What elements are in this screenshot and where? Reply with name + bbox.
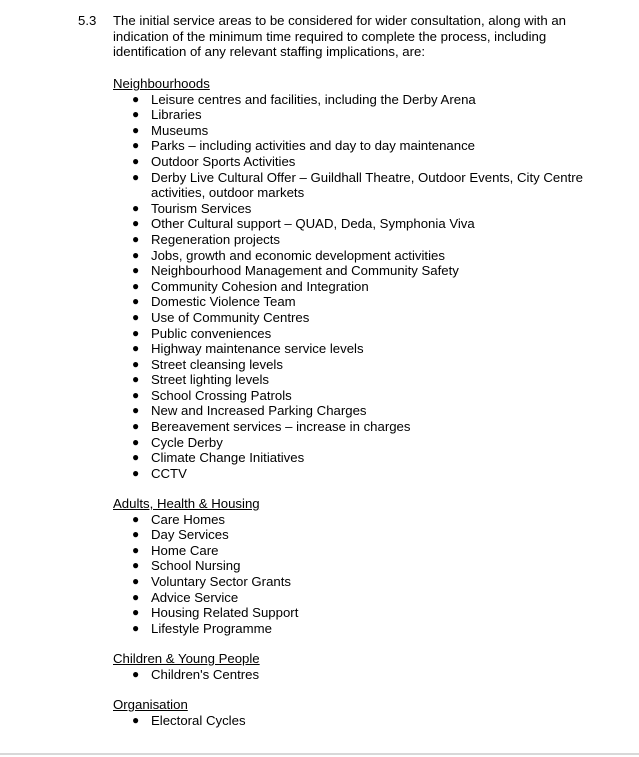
list-item-text: Regeneration projects [151,231,281,247]
list-item-text: Electoral Cycles [151,712,246,728]
list-item-text: Outdoor Sports Activities [151,153,296,169]
bullet-icon: ● [132,573,140,588]
bullet-icon: ● [132,122,140,137]
section-children-young-people [113,651,613,682]
list-item [113,713,613,729]
service-list [113,92,613,482]
paragraph-intro: The initial service areas to be considered for wider consultation, along with an indication of the minimum time required to complete the process, including identification of any relevant staffing implications, are: [113,13,567,60]
bullet-icon: ● [132,450,140,465]
list-item [113,372,613,388]
list-item-text: Other Cultural support – QUAD, Deda, Symphonia Viva [151,216,475,232]
list-item-text: School Crossing Patrols [151,387,292,403]
list-item [113,341,613,357]
list-item-text: Parks – including activities and day to day maintenance [151,138,476,154]
list-item-text: Care Homes [151,511,226,527]
list-item [113,419,613,435]
list-item [113,466,613,482]
list-item [113,248,613,264]
bullet-icon: ● [132,605,140,620]
bullet-icon: ● [132,666,140,681]
list-item-text: Voluntary Sector Grants [151,573,292,589]
list-item-text: Home Care [151,542,219,558]
bullet-icon: ● [132,138,140,153]
bullet-icon: ● [132,278,140,293]
section-heading: Children & Young People [113,651,260,666]
list-item-text: Tourism Services [151,200,252,216]
list-item [113,279,613,295]
bullet-icon: ● [132,200,140,215]
list-item-text: CCTV [151,465,187,481]
list-item-text: Leisure centres and facilities, including the Derby Arena [151,91,476,107]
bullet-icon: ● [132,247,140,262]
list-item-text: Libraries [151,107,202,123]
section-adults-health-housing [113,496,613,636]
list-item-text: Children's Centres [151,666,260,682]
bullet-icon: ● [132,294,140,309]
bullet-icon: ● [132,419,140,434]
bullet-icon: ● [132,589,140,604]
section-heading: Neighbourhoods [113,76,210,91]
list-item [113,310,613,326]
list-item-text: Advice Service [151,589,239,605]
bullet-icon: ● [132,403,140,418]
bullet-icon: ● [132,558,140,573]
list-item [113,450,613,466]
bullet-icon: ● [132,216,140,231]
bullet-icon: ● [132,309,140,324]
list-item-text: Community Cohesion and Integration [151,278,369,294]
section-organisation [113,697,613,728]
list-item [113,326,613,342]
bullet-icon: ● [132,387,140,402]
list-item [113,232,613,248]
list-item [113,558,613,574]
bullet-icon: ● [132,620,140,635]
list-item-text: Public conveniences [151,325,272,341]
list-item [113,201,613,217]
bullet-icon: ● [132,465,140,480]
service-list [113,713,613,729]
bullet-icon: ● [132,356,140,371]
list-item [113,92,613,108]
list-item-text: Bereavement services – increase in charges [151,419,411,435]
list-item [113,123,613,139]
list-item [113,357,613,373]
list-item-text: Climate Change Initiatives [151,450,305,466]
section-heading: Organisation [113,697,188,712]
list-item-text: Neighbourhood Management and Community Safety [151,263,459,279]
list-item-text: Museums [151,122,209,138]
list-item-text: Cycle Derby [151,434,223,450]
list-item [113,170,613,201]
list-item [113,107,613,123]
list-item-text: New and Increased Parking Charges [151,403,367,419]
bullet-icon: ● [132,107,140,122]
bullet-icon: ● [132,169,140,184]
list-item-text: Jobs, growth and economic development activities [151,247,445,263]
paragraph-number: 5.3 [78,13,97,28]
list-item-text: Domestic Violence Team [151,294,296,310]
list-item-text: Highway maintenance service levels [151,341,364,357]
bullet-icon: ● [132,527,140,542]
bullet-icon: ● [132,325,140,340]
list-item-text: Day Services [151,527,229,543]
service-list [113,512,613,637]
list-item-text: Derby Live Cultural Offer – Guildhall Theatre, Outdoor Events, City Centre activities, outdoor markets [151,169,583,201]
list-item [113,605,613,621]
list-item-text: Use of Community Centres [151,309,310,325]
list-item [113,621,613,637]
bullet-icon: ● [132,511,140,526]
bullet-icon: ● [132,231,140,246]
list-item [113,590,613,606]
list-item [113,667,613,683]
list-item-text: Lifestyle Programme [151,620,272,636]
section-neighbourhoods [113,76,613,481]
list-item [113,403,613,419]
section-heading: Adults, Health & Housing [113,496,260,511]
bullet-icon: ● [132,91,140,106]
list-item [113,527,613,543]
bullet-icon: ● [132,153,140,168]
list-item-text: Street lighting levels [151,372,270,388]
list-item [113,543,613,559]
list-item-text: School Nursing [151,558,241,574]
list-item [113,138,613,154]
list-item [113,388,613,404]
list-item [113,154,613,170]
bullet-icon: ● [132,542,140,557]
list-item [113,435,613,451]
page-bottom-rule [0,753,639,755]
list-item-text: Housing Related Support [151,605,299,621]
bullet-icon: ● [132,712,140,727]
list-item [113,294,613,310]
list-item-text: Street cleansing levels [151,356,283,372]
list-item [113,216,613,232]
list-item [113,574,613,590]
bullet-icon: ● [132,372,140,387]
list-item [113,263,613,279]
service-list [113,667,613,683]
bullet-icon: ● [132,434,140,449]
list-item [113,512,613,528]
bullet-icon: ● [132,263,140,278]
bullet-icon: ● [132,341,140,356]
